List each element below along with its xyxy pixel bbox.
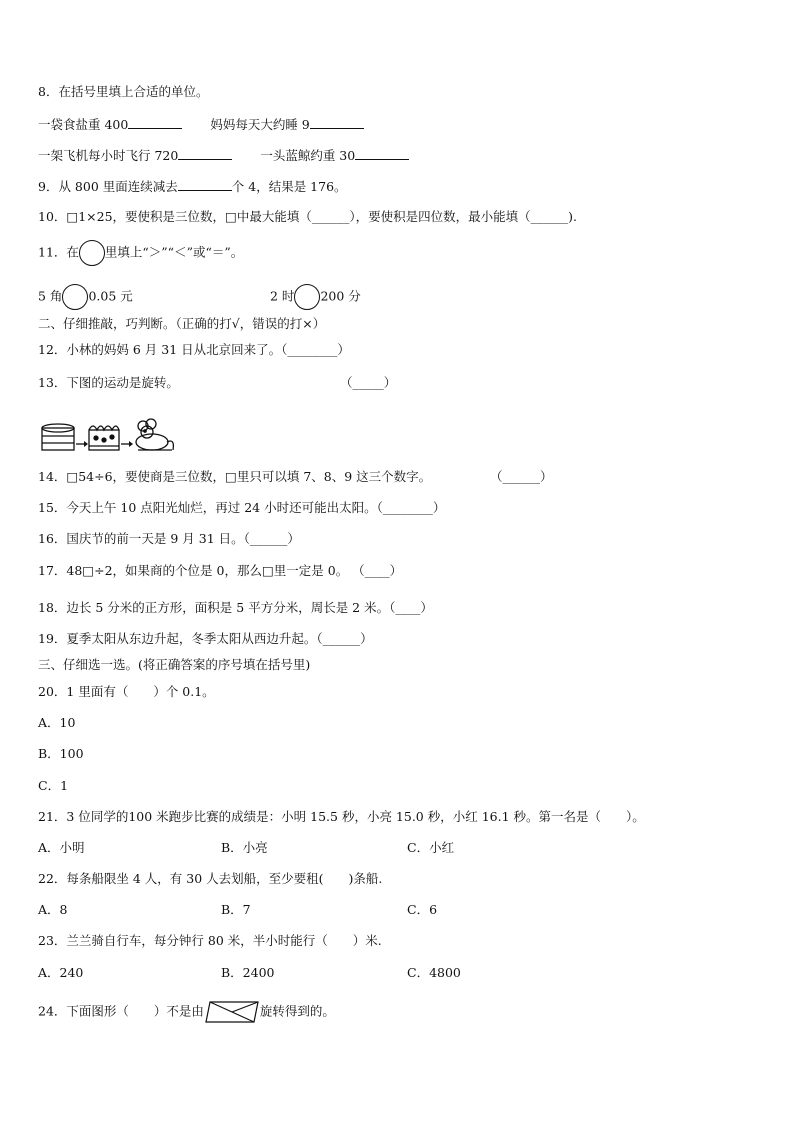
q21-option-c[interactable]: C．小红: [407, 840, 455, 855]
q9-post: 个 4，结果是 176。: [231, 179, 347, 194]
q11: [38, 240, 243, 266]
q11-a-right: 0.05 元: [88, 288, 133, 304]
q20-option-a[interactable]: A．10: [38, 715, 76, 730]
compare-circle: [79, 240, 105, 266]
q11-b-circle[interactable]: [294, 284, 320, 310]
q9: [38, 178, 347, 195]
q11-a: [38, 284, 133, 310]
q15: 15．今天上午 10 点阳光灿烂，再过 24 小时还可能出太阳。（________）: [38, 500, 446, 515]
q17: 17．48□÷2，如果商的个位是 0，那么□里一定是 0。 （____）: [38, 563, 403, 578]
q20: 20．1 里面有（ ）个 0.1。: [38, 684, 215, 699]
q8-blank-b[interactable]: [310, 116, 364, 129]
q8-item-c: 一架飞机每小时飞行 720: [38, 148, 179, 163]
q14: 14．□54÷6，要使商是三位数，□里只可以填 7、8、9 这三个数字。: [38, 469, 432, 484]
q21-option-b[interactable]: B．小亮: [221, 840, 268, 855]
q11-a-circle[interactable]: [62, 284, 88, 310]
q18: 18．边长 5 分米的正方形，面积是 5 平方分米，周长是 2 米。（____）: [38, 600, 433, 615]
q8-blank-c[interactable]: [178, 147, 232, 160]
q22-option-a[interactable]: A．8: [38, 902, 68, 917]
q24-post: 旋转得到的。: [259, 1003, 335, 1019]
q20-option-c[interactable]: C．1: [38, 778, 69, 793]
q23-option-b[interactable]: B．2400: [221, 965, 275, 980]
q13-paren[interactable]: （_____）: [340, 375, 397, 390]
q21: 21．3 位同学的100 米跑步比赛的成绩是：小明 15.5 秒，小亮 15.0 秒，小红 16.1 秒。第一名是（ ）。: [38, 809, 645, 824]
q23-option-a[interactable]: A．240: [38, 965, 84, 980]
q8-row1: [38, 116, 364, 133]
q8-blank-d[interactable]: [355, 147, 409, 160]
q11-post: 里填上“＞”“＜”或“＝”。: [104, 244, 244, 260]
decorated-cake-icon: [89, 426, 119, 450]
q11-pre: 11．在: [38, 244, 79, 260]
q24: [38, 1000, 335, 1024]
q11-b: [270, 284, 361, 310]
q24-pre: 24．下面图形（ ）不是由: [38, 1003, 204, 1019]
q23: 23．兰兰骑自行车，每分钟行 80 米，半小时能行（ ）米.: [38, 933, 382, 948]
section3-heading: 三、仔细选一选。(将正确答案的序号填在括号里): [38, 657, 311, 672]
q11-b-left: 2 时: [270, 288, 295, 304]
q8-item-a: 一袋食盐重 400: [38, 117, 129, 132]
q10: 10．□1×25，要使积是三位数，□中最大能填（______），要使积是四位数，最小能填（______).: [38, 209, 577, 224]
parallelogram-shape: [204, 1000, 260, 1024]
q8-title: 8．在括号里填上合适的单位。: [38, 84, 209, 99]
cake-icon: [42, 424, 74, 450]
q22-option-b[interactable]: B．7: [221, 902, 251, 917]
section2-heading: 二、仔细推敲，巧判断。（正确的打√，错误的打×）: [38, 316, 326, 331]
q9-blank[interactable]: [178, 178, 232, 191]
q9-pre: 9．从 800 里面连续减去: [38, 179, 178, 194]
q8-blank-a[interactable]: [128, 116, 182, 129]
q8-row2: [38, 147, 409, 164]
q22: 22．每条船限坐 4 人，有 30 人去划船，至少要租( )条船.: [38, 871, 383, 886]
arrow-icon: [121, 441, 133, 447]
q11-b-right: 200 分: [320, 288, 361, 304]
q8-item-b: 妈妈每天大约睡 9: [210, 117, 310, 132]
q12: 12．小林的妈妈 6 月 31 日从北京回来了。（________）: [38, 342, 350, 357]
q20-option-b[interactable]: B．100: [38, 746, 84, 761]
q23-option-c[interactable]: C．4800: [407, 965, 461, 980]
mouse-icon: [136, 419, 173, 450]
q16: 16．国庆节的前一天是 9 月 31 日。（______）: [38, 531, 300, 546]
arrow-icon: [76, 441, 88, 447]
q19: 19．夏季太阳从东边升起，冬季太阳从西边升起。（______）: [38, 631, 373, 646]
q14-paren[interactable]: （______）: [490, 469, 553, 484]
q11-a-left: 5 角: [38, 288, 63, 304]
q22-option-c[interactable]: C．6: [407, 902, 438, 917]
rotation-illustration: [40, 416, 176, 456]
q13: 13．下图的运动是旋转。: [38, 375, 179, 390]
q21-option-a[interactable]: A．小明: [38, 840, 85, 855]
q8-item-d: 一头蓝鲸约重 30: [260, 148, 356, 163]
